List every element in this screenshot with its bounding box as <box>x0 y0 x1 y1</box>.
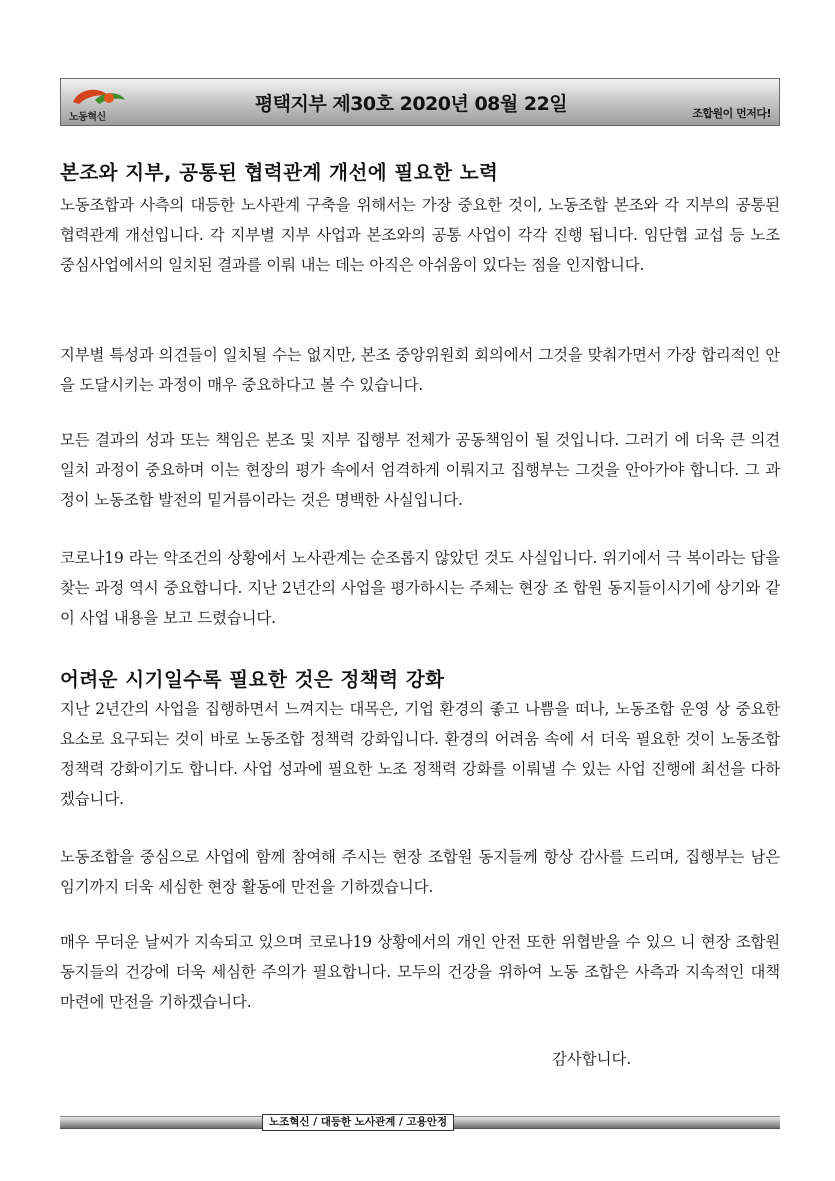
section-title: 본조와 지부, 공통된 협력관계 개선에 필요한 노력 <box>60 161 499 184</box>
newsletter-header <box>60 78 780 126</box>
footer-slogan: 노조혁신 / 대등한 노사관계 / 고용안정 <box>262 1114 454 1131</box>
paragraph: 노동조합과 사측의 대등한 노사관계 구축을 위해서는 가장 중요한 것이, 노동조합 본조와 각 지부의 공통된 협력관계 개선입니다. 각 지부별 지부 사업과 본조와의 공통 사업이 각각 진행 됩니다. 임단협 교섭 등 노조 중심사업에서의 일치된 결과를 이뤄 내는 데는 아직은 아쉬움이 있다는 점을 인지합니다. <box>60 196 780 274</box>
paragraph: 매우 무더운 날씨가 지속되고 있으며 코로나19 상황에서의 개인 안전 또한 위협받을 수 있으 니 현장 조합원 동지들의 건강에 더욱 세심한 주의가 필요합니다. 모두의 건강을 위하여 노동 조합은 사측과 지속적인 대책 마련에 만전을 기하겠습니다. <box>60 933 780 1011</box>
header-slogan: 조합원이 먼저다! <box>692 107 771 120</box>
paragraph: 모든 결과의 성과 또는 책임은 본조 및 지부 집행부 전체가 공동책임이 될 것입니다. 그러기 에 더욱 큰 의견일치 과정이 중요하며 이는 현장의 평가 속에서 엄격하게 이뤄지고 집행부는 그것을 안아가야 합니다. 그 과정이 노동조합 발전의 밑거름이라는 것은 명백한 사실입니다. <box>60 431 780 509</box>
union-logo <box>65 84 135 122</box>
closing-text: 감사합니다. <box>552 1050 632 1068</box>
paragraph: 지난 2년간의 사업을 집행하면서 느껴지는 대목은, 기업 환경의 좋고 나쁨을 떠나, 노동조합 운영 상 중요한 요소로 요구되는 것이 바로 노동조합 정책력 강화입니다. 환경의 어려움 속에 서 더욱 필요한 것이 노동조합 정책력 강화이기도 합니다. 사업 성과에 필요한 노조 정책력 강화를 이뤄낼 수 있는 사업 진행에 최선을 다하겠습니다. <box>60 700 780 808</box>
section-title: 어려운 시기일수록 필요한 것은 정책력 강화 <box>60 668 445 691</box>
logo-text: 노동혁신 <box>69 112 106 123</box>
paragraph: 지부별 특성과 의견들이 일치될 수는 없지만, 본조 중앙위원회 회의에서 그것을 맞춰가면서 가장 합리적인 안을 도달시키는 과정이 매우 중요하다고 볼 수 있습니다. <box>60 346 780 394</box>
paragraph: 코로나19 라는 악조건의 상황에서 노사관계는 순조롭지 않았던 것도 사실입니다. 위기에서 극 복이라는 답을 찾는 과정 역시 중요합니다. 지난 2년간의 사업을 평가하시는 주체는 현장 조 합원 동지들이시기에 상기와 같이 사업 내용을 보고 드렸습니다. <box>60 549 780 627</box>
paragraph: 노동조합을 중심으로 사업에 함께 참여해 주시는 현장 조합원 동지들께 항상 감사를 드리며, 집행부는 남은 임기까지 더욱 세심한 현장 활동에 만전을 기하겠습니다. <box>60 848 780 896</box>
issue-title: 평택지부 제30호 2020년 08월 22일 <box>254 93 568 115</box>
